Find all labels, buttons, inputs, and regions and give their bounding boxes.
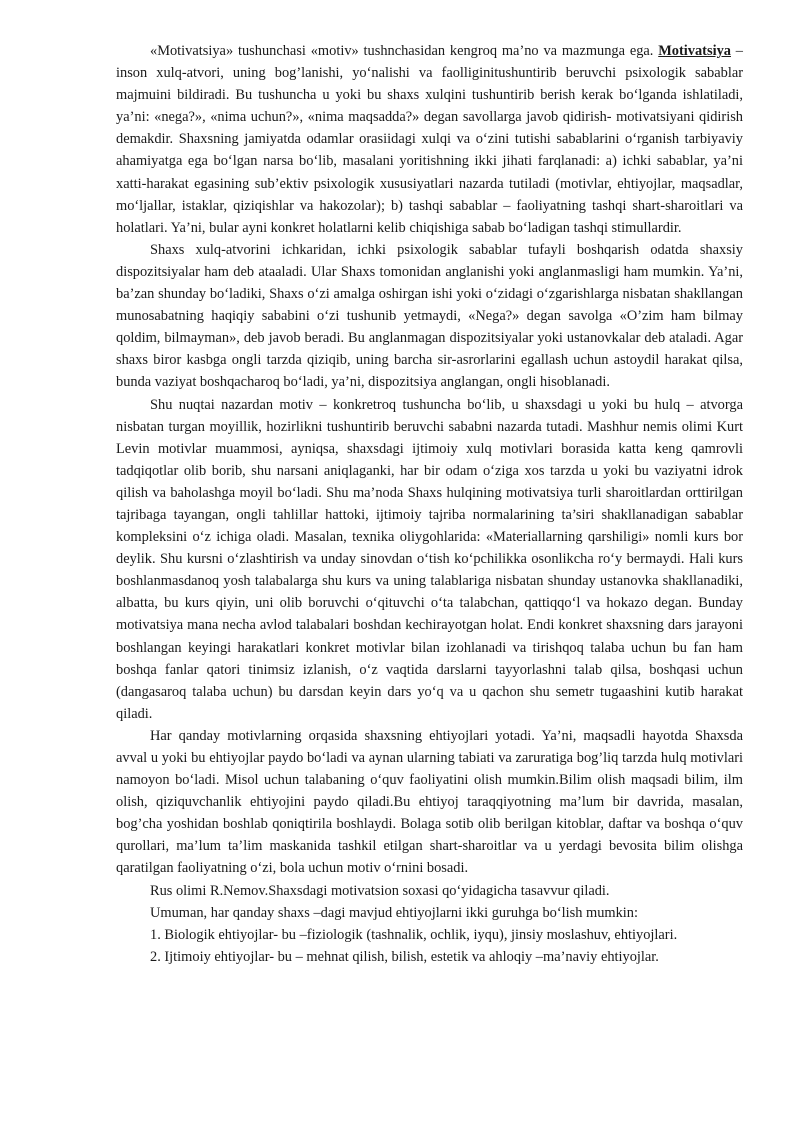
paragraph-motive-concept: Shu nuqtai nazardan motiv – konkretroq tushuncha bo‘lib, u shaxsdagi u yoki bu hulq – atvorga nisbatan turgan moyillik, hozirlikni tushuntirib beruvchi sababni nazarda tutadi. Mashhur nemis olimi Kurt Levin motivlar muammosi, ayniqsa, shaxsdagi ijtimoiy xulq motivlari borasida katta keng qamrovli tadqiqotlar olib borib, shu narsani aniqlaganki, har bir odam o‘ziga xos tarzda u yoki bu vaziyatni idrok qilish va baholashga moyil bo‘ladi. Shu ma’noda Shaxs hulqining motivatsiya turli sharoitlardan orttirilgan tajribaga tayangan, ongli tahlillar hattoki, ijtimoiy tajriba normalarining ta’siri shakllanadigan sabablar kompleksini o‘z ichiga oladi. Masalan, texnika oliygohlarida: «Materiallarning qarshiligi» nomli kurs bor deylik. Shu kursni o‘zlashtirish va unday sinovdan o‘tish ko‘pchilikka osonlikcha ro‘y bermaydi. Hali kurs boshlanmasdanoq yosh talabalarga shu kurs va uning talablariga nisbatan shunday ustanovka shakllanadiki, albatta, bu kurs qiyin, uni olib boruvchi o‘qituvchi o‘ta talabchan, qattiqqo‘l va hokazo degan. Bunday motivatsiya mana necha avlod talabalari boshdan kechirayotgan holat. Endi konkret shaxsning dars jarayoni boshlangan keyingi harakatlari konkret motivlar bilan izohlanadi va tirishqoq talaba uchun bu fan ham boshqa fanlar qatori tinimsiz izlanish, o‘z vaqtida darslarni tayyorlashni talab qilsa, boshqasi uchun (dangasaroq talaba uchun) bu darsdan keyin dars yo‘q va u qachon shu semetr tugaashini kutib harakat qiladi. — [116, 396, 743, 722]
paragraph-two-groups: Umuman, har qanday shaxs –dagi mavjud ehtiyojlarni ikki guruhga bo‘lish mumkin: — [150, 904, 639, 921]
paragraph-lead: «Motivatsiya» tushunchasi «motiv» tushnchasidan kengroq ma’no va mazmunga ega. — [150, 43, 659, 59]
paragraph-nemov: Rus olimi R.Nemov.Shaxsdagi motivatsion soxasi qo‘yidagicha tasavvur qiladi. — [150, 882, 610, 899]
paragraph-dispositions: Shaxs xulq-atvorini ichkaridan, ichki psixologik sabablar tufayli boshqarish odatda shaxsiy dispozitsiyalar ham deb ataaladi. Ular Shaxs tomonidan anglanishi yoki anglanmasligi ham mumkin. Ya’ni, ba’zan shunday bo‘ladiki, Shaxs o‘zi amalga oshirgan ishi yoki o‘zidagi o‘zgarishlarga nisbatan shakllangan munosabatning haqiqiy sababini o‘zi tushunib yetmaydi, «Nega?» degan savolga «O’zim ham bilmay qoldim, bilmayman», deb javob beradi. Bu anglanmagan dispozitsiyalar yoki ustanovkalar deb ataladi. Agar shaxs biror kasbga ongli tarzda qiziqib, uning barcha sir-asrorlarini egallash uchun astoydil harakat qilsa, bunda vaziyat boshqacharoq bo‘ladi, ya’ni, dispozitsiya anglangan, ongli hisoblanadi. — [116, 241, 743, 391]
list-item-biological-needs: 1. Biologik ehtiyojlar- bu –fiziologik (tashnalik, ochlik, iyqu), jinsiy moslashuv, ehtiyojlari. — [150, 926, 678, 943]
paragraph-body: – inson xulq-atvori, uning bog’lanishi, yo‘nalishi va faolliginitushuntirib beruvchi psixologik sabablar majmuini bildiradi. Bu tushuncha u yoki bu shaxs xulqini tushuntirib berish kerak bo‘lganda ishlatiladi, ya’ni: «nega?», «nima uchun?», «nima maqsadda?» degan savollarga javob qidirish- motivatsiyani qidirish demakdir. Shaxsning jamiyatda odamlar orasiidagi xulqi va o‘zini tutishi sabablarini o‘rganish tarbiyaviy ahamiyatga ega bo‘lgan narsa bo‘lib, masalani yoritishning ikki jihati farqlanadi: a) ichki sabablar, ya’ni xatti-harakat egasining sub’ektiv psixologik xususiyatlari nazarda tutiladi (motivlar, ehtiyojlar, maqsadlar, mo‘ljallar, istaklar, qiziqishlar va hakozolar); b) tashqi sabablar – faoliyatning tashqi shart-sharoitlari va holatlari. Ya’ni, bular ayni konkret holatlarni kelib chiqishiga sabab bo‘ladigan tashqi stimullardir. — [116, 43, 743, 236]
paragraph-motivation-definition — [116, 40, 743, 239]
document-page — [116, 40, 743, 968]
list-item-social-needs: 2. Ijtimoiy ehtiyojlar- bu – mehnat qilish, bilish, estetik va ahloqiy –ma’naviy ehtiyojlar. — [150, 948, 659, 965]
term-motivatsiya: Motivatsiya — [658, 43, 731, 59]
paragraph-needs: Har qanday motivlarning orqasida shaxsning ehtiyojlari yotadi. Ya’ni, maqsadli hayotda Shaxsda avval u yoki bu ehtiyojlar paydo bo‘ladi va aynan ularning tabiati va zaruratiga bog’liq tarzda hulq motivlari namoyon bo‘ladi. Misol uchun talabaning o‘quv faoliyatini olish mumkin.Bilim olish maqsadi bilim, ilm olish, qiziquvchanlik ehtiyojini paydo qiladi.Bu ehtiyoj taraqqiyotning ma’lum bir davrida, masalan, bog’cha yoshidan boshlab qoniqtirila boshlaydi. Bolaga sotib olib berilgan kitoblar, daftar va boshqa o‘quv qurollari, ma’lum ta’lim maskanida tashkil etilgan shart-sharoitlar va u yerdagi bevosita bilim olishga qaratilgan faoliyatning o‘zi, bola uchun motiv o‘rnini bosadi. — [116, 727, 743, 877]
